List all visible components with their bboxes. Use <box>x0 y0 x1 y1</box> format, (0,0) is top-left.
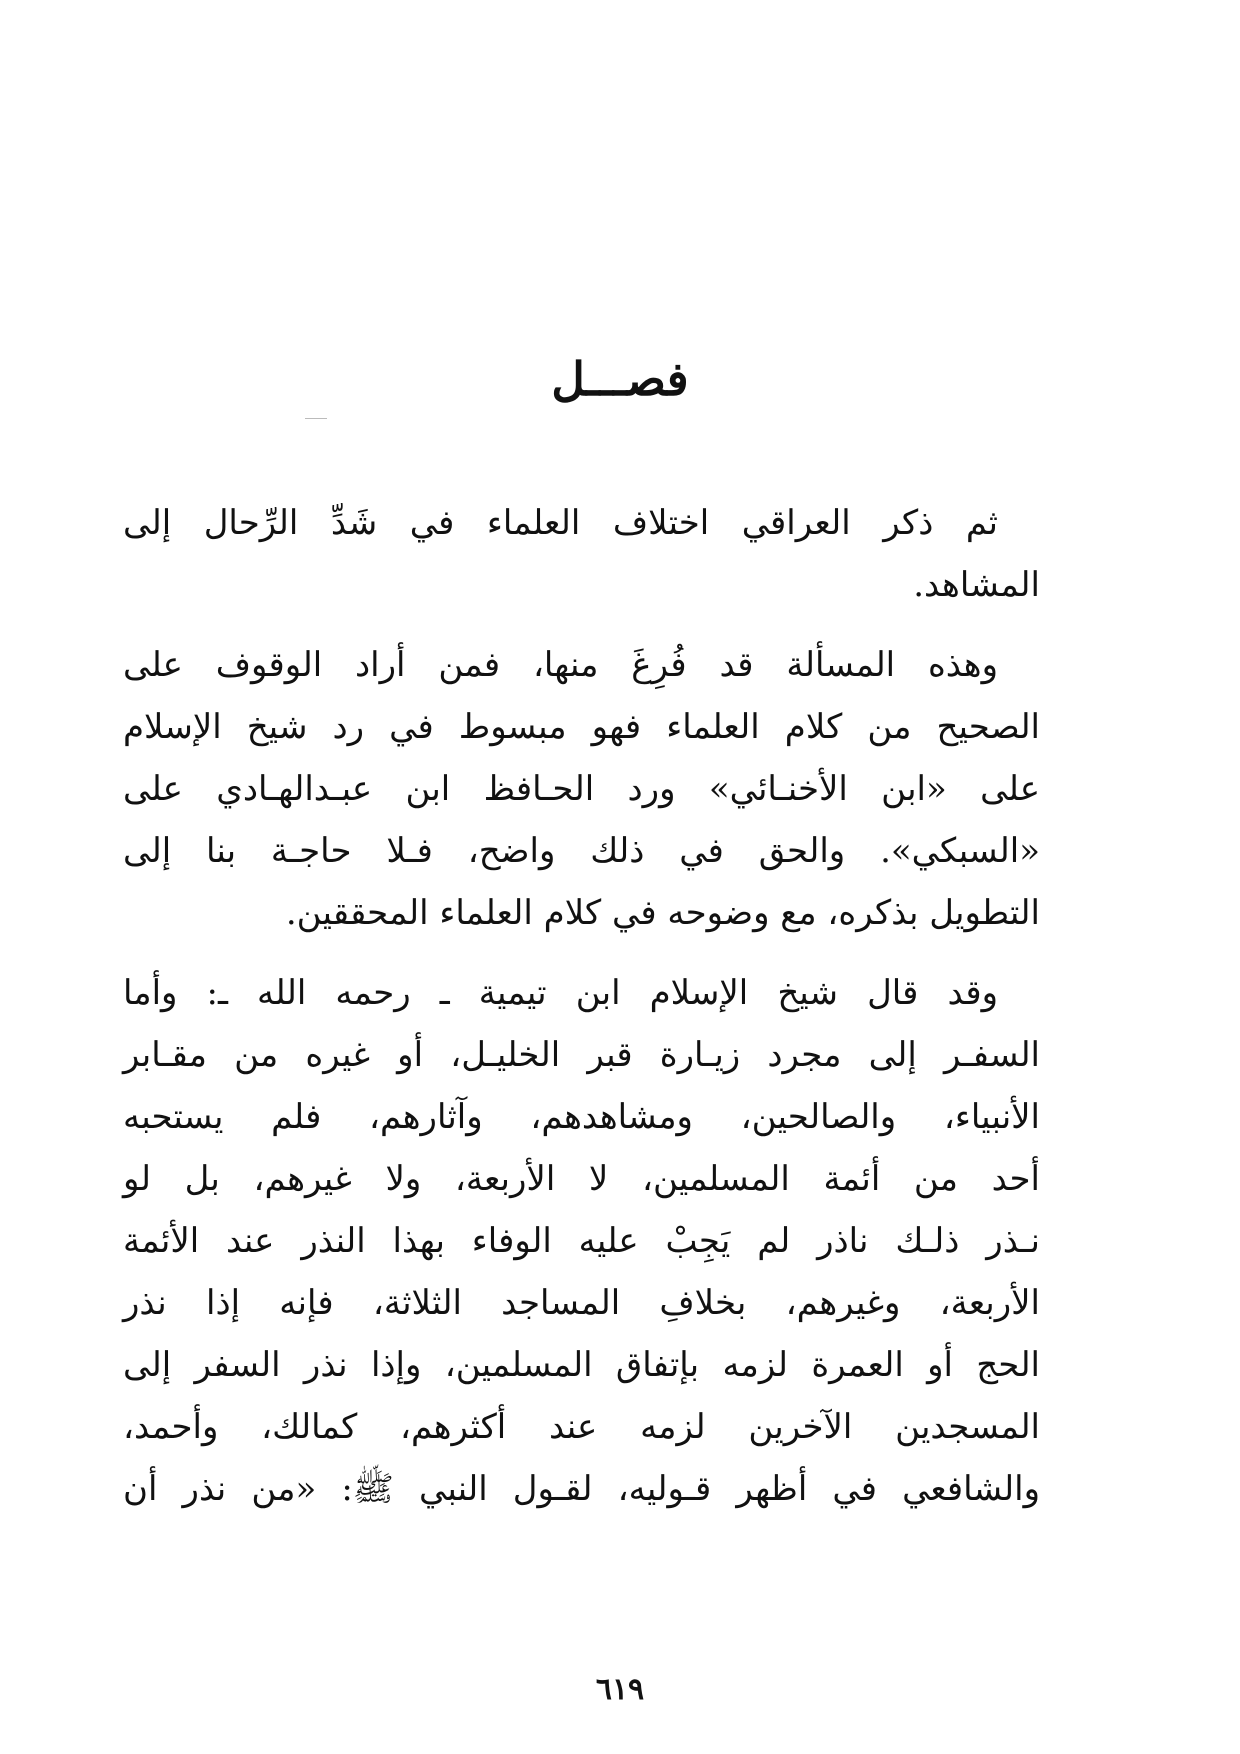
text-line: أحد من أئمة المسلمين، لا الأربعة، ولا غيرهم، بل لو <box>123 1159 1040 1199</box>
text-line: الصحيح من كلام العلماء فهو مبسوط في رد شيخ الإسلام <box>123 707 1040 747</box>
text-line: السفـر إلى مجرد زيـارة قبر الخليـل، أو غيره من مقـابر <box>123 1035 1040 1075</box>
text-line: الأنبياء، والصالحين، ومشاهدهم، وآثارهم، فلم يستحبه <box>123 1097 1040 1137</box>
text-line: وهذه المسألة قد فُرِغَ منها، فمن أراد الوقوف على <box>123 645 998 685</box>
text-line: ثم ذكر العراقي اختلاف العلماء في شَدِّ الرِّحال إلى <box>123 503 998 543</box>
scan-mark <box>305 418 327 419</box>
paragraph-2 <box>123 634 1040 944</box>
text-line: نـذر ذلـك ناذر لم يَجِبْ عليه الوفاء بهذا النذر عند الأئمة <box>123 1221 1040 1261</box>
text-line: والشافعي في أظهر قـوليه، لقـول النبي ﷺ: «من نذر أن <box>123 1469 1040 1509</box>
text-line: التطويل بذكره، مع وضوحه في كلام العلماء المحققين. <box>285 893 1040 933</box>
text-line: المسجدين الآخرين لزمه عند أكثرهم، كمالك، وأحمد، <box>123 1407 1040 1447</box>
text-line: «السبكي». والحق في ذلك واضح، فـلا حاجـة بنا إلى <box>123 831 1040 871</box>
text-line: المشاهد. <box>913 565 1040 605</box>
text-line: وقد قال شيخ الإسلام ابن تيمية ـ رحمه الله ـ: وأما <box>123 973 998 1013</box>
section-heading: فصـــل <box>551 352 689 406</box>
paragraph-3 <box>123 962 1040 1520</box>
text-line: الحج أو العمرة لزمه بإتفاق المسلمين، وإذا نذر السفر إلى <box>123 1345 1040 1385</box>
body-text <box>123 492 1040 1538</box>
text-line: الأربعة، وغيرهم، بخلافِ المساجد الثلاثة، فإنه إذا نذر <box>123 1283 1040 1323</box>
text-line: على «ابن الأخنـائي» ورد الحـافظ ابن عبـدالهـادي على <box>123 769 1040 809</box>
paragraph-1 <box>123 492 1040 616</box>
page-number: ٦١٩ <box>595 1672 645 1707</box>
